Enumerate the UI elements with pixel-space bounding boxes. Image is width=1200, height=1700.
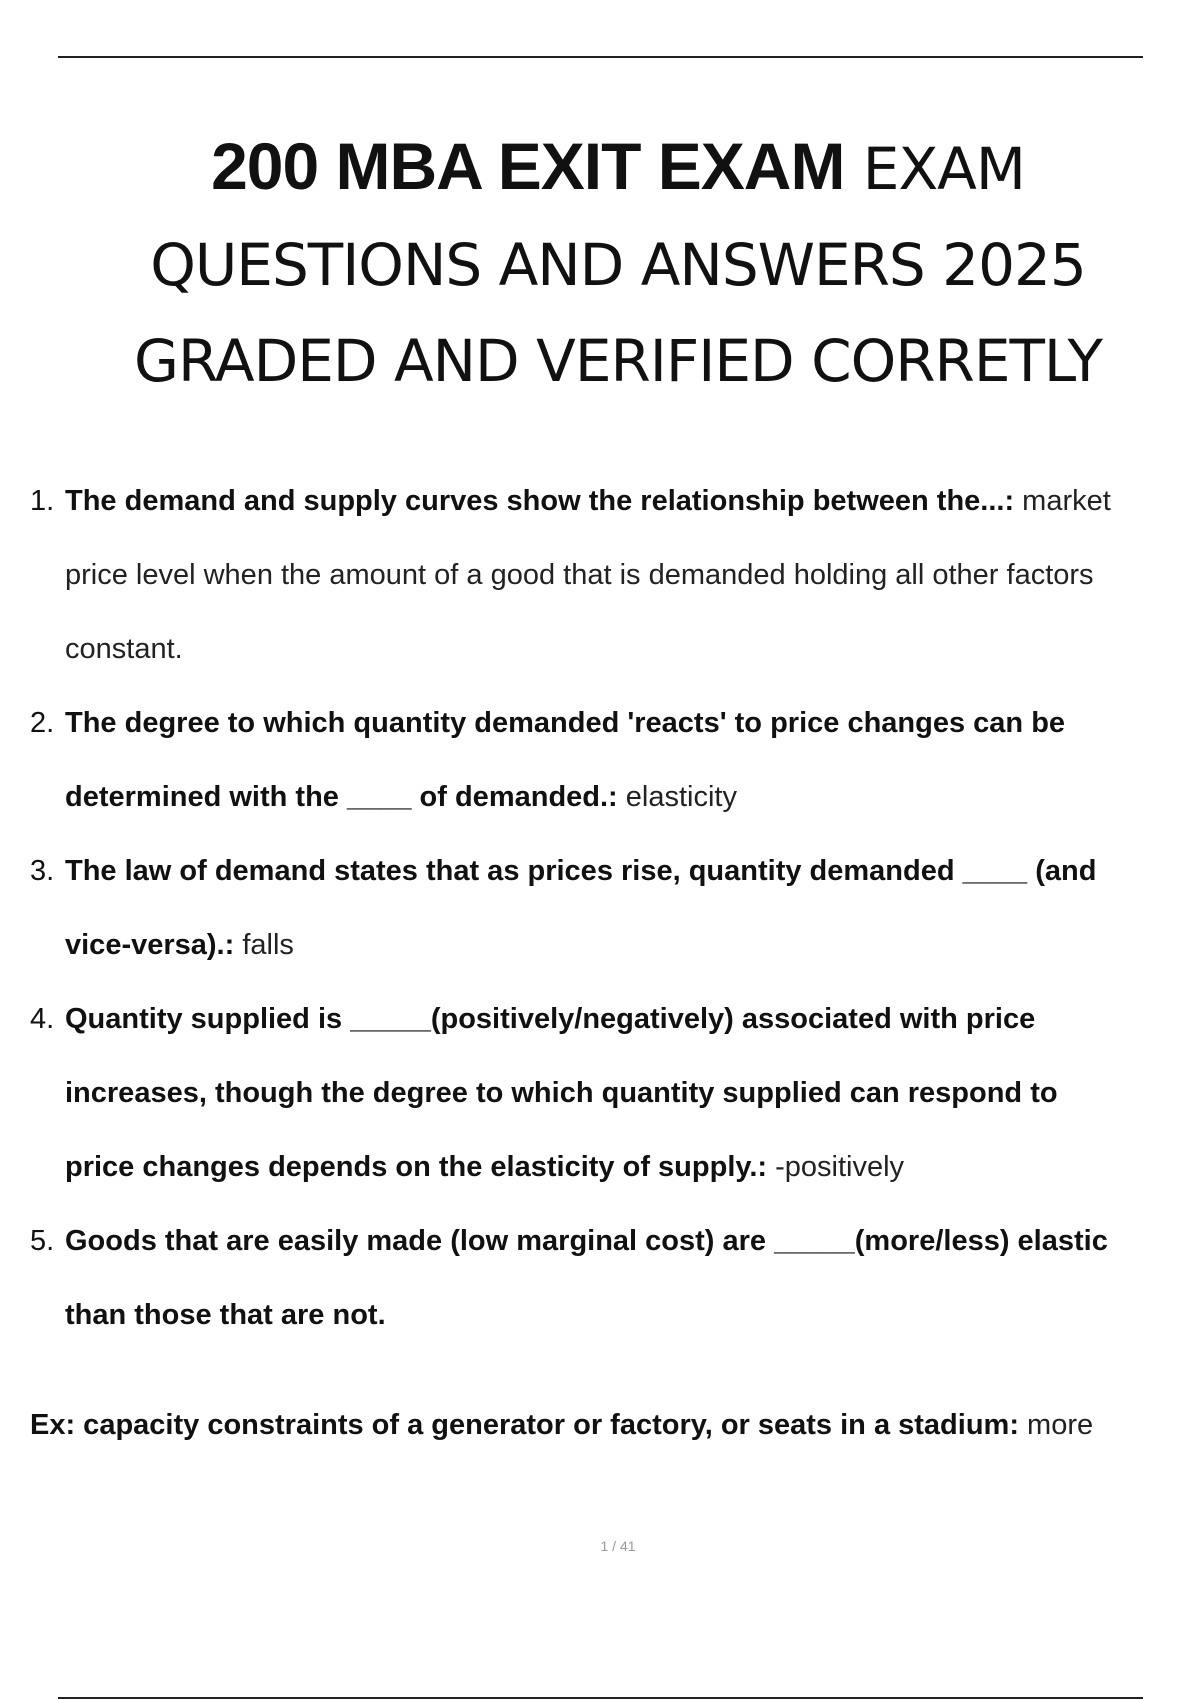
question-line — [65, 834, 1200, 908]
document-title — [0, 118, 1200, 409]
page-number: 1 / 41 — [600, 1538, 636, 1554]
question-line — [65, 982, 1200, 1056]
question-line — [65, 1130, 1200, 1204]
question-text: Quantity supplied is _____(positively/negatively) associated with price — [65, 1003, 1036, 1035]
question-text: than those that are not. — [65, 1299, 386, 1331]
answer-text: elasticity — [617, 781, 737, 813]
question-text: The law of demand states that as prices rise, quantity demanded ____ (and — [65, 855, 1097, 887]
question-text: determined with the ____ of demanded.: — [65, 781, 618, 813]
title-bold-text: 200 MBA EXIT EXAM — [211, 129, 845, 203]
question-line — [65, 908, 1200, 982]
question-text: Goods that are easily made (low marginal cost) are _____(more/less) elastic — [65, 1225, 1108, 1257]
bottom-rule — [58, 1697, 1143, 1699]
answer-text: -positively — [767, 1151, 905, 1183]
title-light-text: EXAM — [862, 135, 1025, 203]
question-text: vice-versa).: — [65, 929, 235, 961]
title-line-2: QUESTIONS AND ANSWERS 2025 — [150, 231, 1086, 299]
question-line — [65, 1278, 1200, 1352]
question-line — [65, 686, 1200, 760]
answer-text: falls — [234, 929, 294, 961]
question-item — [0, 1204, 1200, 1352]
question-line — [65, 612, 1200, 686]
question-text: increases, though the degree to which quantity supplied can respond to — [65, 1077, 1058, 1109]
answer-text: market — [1014, 485, 1111, 517]
example-answer: more — [1018, 1409, 1094, 1441]
question-line — [65, 464, 1200, 538]
example-question: Ex: capacity constraints of a generator or factory, or seats in a stadium: — [30, 1409, 1019, 1441]
question-list — [0, 464, 1200, 1352]
question-item — [0, 686, 1200, 834]
question-number: 2. — [30, 707, 55, 739]
question-line — [65, 1056, 1200, 1130]
question-line — [65, 760, 1200, 834]
question-number: 3. — [30, 855, 55, 887]
question-number: 1. — [30, 485, 55, 517]
question-text: The demand and supply curves show the relationship between the...: — [65, 485, 1015, 517]
question-text: price changes depends on the elasticity of supply.: — [65, 1151, 768, 1183]
answer-text: constant. — [65, 633, 183, 665]
question-line — [65, 1204, 1200, 1278]
top-rule — [58, 56, 1143, 58]
answer-text: price level when the amount of a good that is demanded holding all other factors — [65, 559, 1094, 591]
question-item — [0, 982, 1200, 1204]
question-line — [65, 538, 1200, 612]
question-number: 5. — [30, 1225, 55, 1257]
title-line-1 — [0, 118, 1200, 217]
title-line-3: GRADED AND VERIFIED CORRETLY — [134, 327, 1102, 395]
question-text: The degree to which quantity demanded 'reacts' to price changes can be — [65, 707, 1066, 739]
question-number: 4. — [30, 1003, 55, 1035]
question-item — [0, 464, 1200, 686]
example-line — [30, 1388, 1200, 1462]
question-item — [0, 834, 1200, 982]
